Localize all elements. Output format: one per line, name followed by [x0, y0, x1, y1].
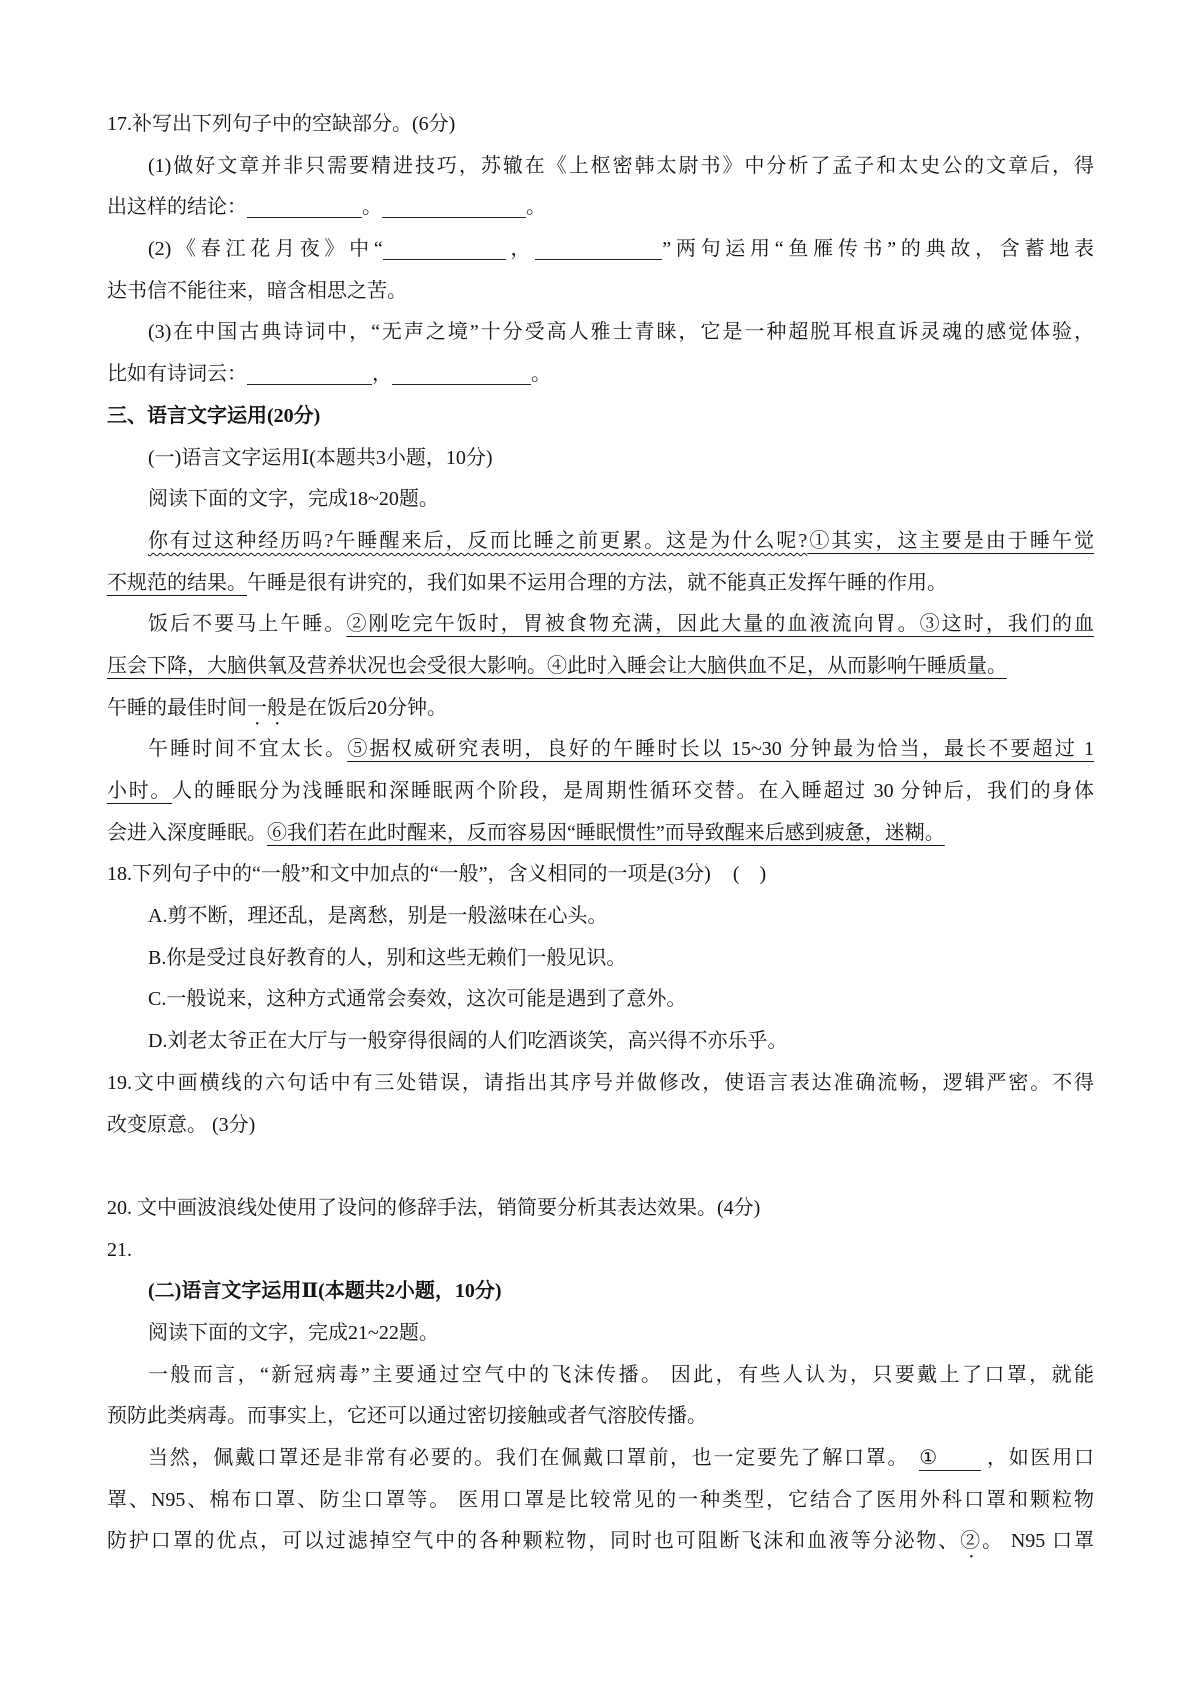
passage-text: 会进入深度睡眠。 [107, 821, 267, 844]
q17-item1-blank-2 [382, 198, 526, 218]
q17-item3-end: 。 [531, 363, 551, 386]
underlined-sentence: 压会下降，大脑供氧及营养状况也会受很大影响。④此时入睡会让大脑供血不足，从而影响午睡质量。 [107, 654, 1007, 677]
passage1-line [107, 771, 1094, 813]
passage-text: 午睡时间不宜太长。 [148, 738, 348, 761]
q17-item1-lead: 出这样的结论： [107, 196, 247, 219]
q17-item2-blank-2 [535, 240, 662, 260]
passage-text: ，如医用口 [985, 1447, 1094, 1469]
section3-heading: 三、语言文字运用(20分) [107, 404, 321, 427]
q18-option-c: C.一般说来，这种方式通常会奏效，这次可能是遇到了意外。 [148, 988, 687, 1011]
fill-blank-1: ① [919, 1446, 981, 1471]
passage1-line [107, 521, 1094, 563]
passage1-line [107, 646, 1094, 688]
q18-stem-line [107, 854, 1094, 896]
part2-instruction: 阅读下面的文字，完成21~22题。 [148, 1321, 439, 1344]
passage-text: 是在饭后20分钟。 [287, 696, 447, 719]
q17-item1-blank-1 [247, 198, 362, 218]
q18-option-b: B.你是受过良好教育的人，别和这些无赖们一般见识。 [148, 946, 627, 969]
dotted-emphasis-word: 一般 [247, 696, 287, 719]
passage-text: 当然，佩戴口罩还是非常有必要的。我们在佩戴口罩前，也一定要先了解口罩。 [148, 1447, 910, 1469]
q20-stem: 20. 文中画波浪线处使用了设问的修辞手法，销简要分析其表达效果。(4分) [107, 1196, 761, 1219]
passage2-line: 罩、N95、棉布口罩、防尘口罩等。 医用口罩是比较常见的一种类型，它结合了医用外科口罩和颗粒物 [107, 1488, 1094, 1511]
q17-item1-line1: (1)做好文章并非只需要精进技巧，苏辙在《上枢密韩太尉书》中分析了孟子和太史公的文章后，得 [148, 154, 1094, 177]
q18-answer-bracket: ( ) [732, 863, 767, 886]
q17-item3-line2 [107, 354, 1094, 396]
q17-item2-line2: 达书信不能往来，暗含相思之苦。 [107, 279, 407, 302]
q17-item1-line2 [107, 187, 1094, 229]
passage-text: 人的睡眠分为浅睡眠和深睡眠两个阶段，是周期性循环交替。在入睡超过 30 分钟后，我们的身体 [172, 780, 1095, 802]
part1-instruction: 阅读下面的文字，完成18~20题。 [148, 488, 439, 511]
q17-item3-lead: 比如有诗词云： [107, 363, 247, 386]
passage-text: 午睡的最佳时间 [107, 696, 247, 719]
q17-item3-line1: (3)在中国古典诗词中，“无声之境”十分受高人雅士青睐，它是一种超脱耳根直诉灵魂的感觉体验， [148, 321, 1094, 344]
passage1-line [107, 688, 1094, 730]
part2-heading: (二)语言文字运用Ⅱ(本题共2小题，10分) [148, 1280, 502, 1303]
passage-text: 午睡是很有讲究的，我们如果不运用合理的方法，就不能真正发挥午睡的作用。 [247, 571, 947, 594]
q17-item2-blank-1 [383, 240, 506, 260]
passage-text: 饭后不要马上午睡。 [148, 613, 347, 636]
q17-item1-sep: 。 [362, 196, 382, 219]
answer-space [107, 1146, 1094, 1188]
q17-item2-lead: (2)《春江花月夜》中“ [148, 238, 383, 261]
passage1-line [107, 604, 1094, 646]
part1-heading: (一)语言文字运用Ⅰ(本题共3小题，10分) [148, 446, 493, 469]
passage2-line: 预防此类病毒。而事实上，它还可以通过密切接触或者气溶胶传播。 [107, 1405, 707, 1428]
passage-text: 防护口罩的优点，可以过滤掉空气中的各种颗粒物，同时也可阻断飞沫和血液等分泌物、 [107, 1530, 961, 1553]
underlined-sentence: ①其实，这主要是由于睡午觉 [807, 529, 1094, 552]
exam-page [107, 104, 1094, 1563]
underlined-sentence: 小时。 [107, 780, 173, 802]
q17-item3-sep: ， [372, 363, 392, 386]
wavy-underlined-text: 你有过这种经历吗?午睡醒来后，反而比睡之前更累。这是为什么呢? [148, 529, 808, 552]
passage2-line: 一般而言，“新冠病毒”主要通过空气中的飞沫传播。 因此，有些人认为，只要戴上了口罩，就能 [148, 1363, 1094, 1386]
underlined-sentence: ⑥我们若在此时醒来，反而容易因“睡眠惯性”而导致醒来后感到疲惫，迷糊。 [267, 821, 945, 844]
q18-option-a: A.剪不断，理还乱，是离愁，别是一般滋味在心头。 [148, 905, 608, 928]
passage1-line [107, 563, 1094, 605]
underlined-sentence: 不规范的结果。 [107, 571, 247, 594]
q17-item2-tail: ”两句运用“鱼雁传书”的典故，含蓄地表 [662, 238, 1094, 261]
underlined-sentence: ⑤据权威研究表明，良好的午睡时长以 15~30 分钟最为恰当，最长不要超过 1 [347, 738, 1094, 761]
q17-item2-sep: ， [505, 238, 536, 261]
passage1-line [107, 813, 1094, 855]
q18-stem: 18.下列句子中的“一般”和文中加点的“一般”，含义相同的一项是(3分) [107, 863, 711, 886]
q17-item3-blank-2 [392, 365, 531, 385]
q18-option-d: D.刘老太爷正在大厅与一般穿得很阔的人们吃酒谈笑，高兴得不亦乐乎。 [148, 1030, 788, 1053]
passage2-line [107, 1438, 1094, 1480]
underlined-sentence: ②刚吃完午饭时，胃被食物充满，因此大量的血液流向胃。③这时，我们的血 [346, 613, 1095, 636]
q19-line1: 19.文中画横线的六句话中有三处错误，请指出其序号并做修改，使语言表达准确流畅，逻辑严密。不得 [107, 1071, 1094, 1094]
passage1-line [107, 729, 1094, 771]
q17-item2-line1 [107, 229, 1094, 271]
passage-text: 。 N95 口罩 [982, 1530, 1095, 1553]
q17-stem: 17.补写出下列句子中的空缺部分。(6分) [107, 113, 456, 135]
q19-line2: 改变原意。 (3分) [107, 1113, 256, 1136]
q17-item1-end: 。 [526, 196, 546, 219]
fill-blank-2: ② [960, 1530, 983, 1553]
q17-item3-blank-1 [247, 365, 372, 385]
passage2-line [107, 1521, 1094, 1563]
q21-number: 21. [107, 1238, 132, 1261]
